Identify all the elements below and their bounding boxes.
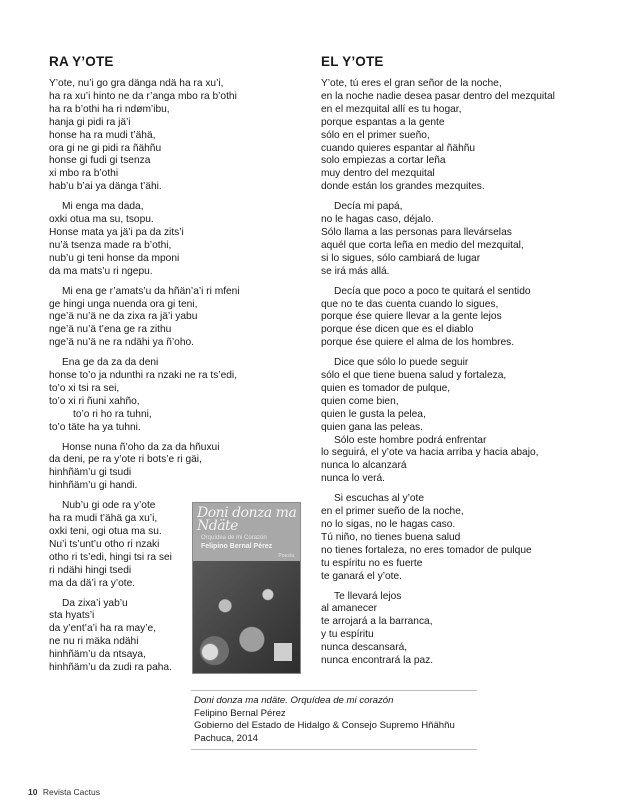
poem-line: Mi enga ma dada, [62, 201, 144, 213]
poem-title-hnahnu: RA Y’OTE [49, 54, 114, 69]
poem-line: Decía mi papá, [334, 201, 403, 213]
poem-line: que no te das cuenta cuando lo sigues, [321, 298, 499, 310]
stanza [49, 286, 309, 351]
poem-line: to’o täte ha ya tuhni. [49, 421, 141, 433]
poem-line: ora gi ne gi pidi ra ñähñu [49, 142, 162, 154]
poem-line: porque espantas a la gente [321, 116, 445, 128]
seal-icon [201, 643, 219, 661]
poem-line: si lo sigues, sólo cambiará de lugar [321, 252, 481, 264]
poem-line: hinhñäm’u da ntsaya, [49, 649, 146, 661]
poem-line: Si escuchas al y’ote [334, 493, 425, 505]
poem-line: cuando quieres espantar al ñähñu [321, 142, 476, 154]
poem-line: honse gi fudi gi tsenza [49, 155, 151, 167]
poem-line: ha ra b’othi ha ri ndøm’ibu, [49, 103, 170, 115]
poem-line: da deni, pe ra y’ote ri bots’e ri gäi, [49, 454, 202, 466]
poem-line: Honse nuna ñ’oho da za da hñuxui [62, 441, 220, 453]
poem-line: honse to’o ja ndunthi ra nzaki ne ra ts’edi, [49, 370, 238, 382]
poem-line: da y’ent’a’i ha ra may’e, [49, 623, 157, 635]
poem-line: nu’ä tsenza made ra b’othi, [49, 239, 172, 251]
poem-line: nub’u gi teni honse da mponi [49, 252, 180, 264]
poem-line: lo seguirá, el y’ote va hacia arriba y hacia abajo, [321, 447, 539, 459]
stanza [321, 201, 611, 278]
book-cover-title: Doni donza ma Ndäte [197, 505, 297, 534]
poem-line: no tienes fortaleza, no eres tomador de pulque [321, 544, 532, 556]
poem-line: en el primer sueño de la noche, [321, 506, 464, 518]
poem-line: nge’ä nu’ä t’ena ge ra zithu [49, 324, 172, 336]
poem-line: aquél que corta leña en medio del mezquital, [321, 239, 524, 251]
poem-line: Te llevará lejos [334, 590, 402, 602]
book-cover-subtitle: Orquídea de mi Corazón [201, 535, 267, 541]
poem-line: porque ése dicen que es el diablo [321, 324, 474, 336]
poem-line: solo empiezas a cortar leña [321, 155, 446, 167]
poem-line: porque ése quiere el alma de los hombres. [321, 337, 515, 349]
poem-line: Sólo este hombre podrá enfrentar [334, 434, 487, 446]
page-footer [28, 787, 100, 797]
poem-line: Da zixa’i yab’u [62, 597, 128, 609]
poem-line: hinhñäm’u da zudi ra paha. [49, 662, 172, 674]
credit-author: Felipino Bernal Pérez [194, 707, 286, 719]
stanza [321, 286, 611, 351]
credit-title: Doni donza ma ndäte. Orquídea de mi corazón [194, 695, 394, 706]
poem-line: honse ha ra mudi t’ähä, [49, 129, 156, 141]
poem-line: Mi ena ge r’amats’u da hñän’a’i ri mfeni [62, 285, 240, 297]
poem-line: sólo el que tiene buena salud y fortaleza, [321, 370, 507, 382]
stanza [321, 357, 611, 486]
poem-line: hab’u b’ai ya dänga t’ähi. [49, 181, 162, 193]
poem-line: quien gana las peleas. [321, 421, 423, 433]
poem-line: Nu’i ts’unt’u otho ri nzaki [49, 538, 160, 550]
stanza [321, 493, 611, 583]
poem-line: tu espíritu no es fuerte [321, 557, 423, 569]
poem-line: nunca encontrará la paz. [321, 655, 434, 667]
poem-line: Ena ge da za da deni [62, 357, 159, 369]
magazine-name: Revista Cactus [42, 787, 101, 797]
poem-line: quien es tomador de pulque, [321, 382, 451, 394]
poem-line: Nub’u gi ode ra y’ote [62, 500, 156, 512]
poem-line: nunca descansará, [321, 642, 408, 654]
poem-line: hinhñäm’u gi tsudi [49, 467, 132, 479]
book-cover-genre: Poesía [278, 553, 294, 559]
credit-publisher: Gobierno del Estado de Hidalgo & Consejo Supremo Hñähñu [194, 720, 455, 732]
book-cover-image [193, 503, 300, 673]
poem-body-spanish [321, 78, 611, 668]
poem-line: Dice que sólo lo puede seguir [334, 357, 469, 369]
poem-line: en la noche nadie desea pasar dentro del mezquital [321, 90, 555, 102]
poem-line: da ma mats’u ri ngepu. [49, 265, 153, 277]
poem-line: nunca lo alcanzará [321, 460, 407, 472]
poem-line: oxki otua ma su, tsopu. [49, 214, 154, 226]
poem-line: sta hyats’i [49, 610, 95, 622]
book-credit [191, 690, 477, 750]
poem-line: te arrojará a la barranca, [321, 616, 433, 628]
poem-line: se irá más allá. [321, 265, 390, 277]
poem-line: nunca lo verá. [321, 473, 385, 485]
poem-line: Sólo llama a las personas para llevárselas [321, 226, 512, 238]
stanza [49, 78, 309, 194]
poem-line: quien le gusta la pelea, [321, 408, 426, 420]
book-cover-author: Felipino Bernal Pérez [201, 543, 273, 550]
poem-line: sólo en el primer sueño, [321, 129, 430, 141]
poem-line: to’o ri ho ra tuhni, [73, 408, 152, 420]
poem-line: hinhñäm’u gi handi. [49, 480, 138, 492]
poem-line: porque ése quiere llevar a la gente lejos [321, 311, 502, 323]
poem-line: y tu espíritu [321, 629, 374, 641]
poem-line: nge’ä nu’ä ne da zixa ra jä’i yabu [49, 311, 198, 323]
stanza [321, 78, 611, 194]
poem-line: no lo sigas, no le hagas caso. [321, 519, 456, 530]
poem-line: Y’ote, nu’i go gra dänga ndä ha ra xu’i, [49, 78, 224, 89]
poem-line: ha ra xu’i hinto ne da r’anga mbo ra b’othi [49, 90, 237, 102]
poem-line: en el mezquital allí es tu hogar, [321, 103, 462, 115]
poem-line: donde están los grandes mezquites. [321, 181, 485, 193]
poem-line: to’o xi ri ñuni xahño, [49, 395, 140, 407]
poem-line: to’o xi tsi ra sei, [49, 382, 120, 394]
poem-line: Decía que poco a poco te quitará el sentido [334, 285, 531, 297]
poem-line: ge hingi unga nuenda ora gi teni, [49, 298, 198, 310]
stanza [49, 357, 309, 434]
stanza [49, 201, 309, 278]
poem-line: Honse mata ya jä’i pa da zits’i [49, 226, 184, 238]
poem-line: Y’ote, tú eres el gran señor de la noche, [321, 78, 502, 89]
poem-line: xi mbo ra b’othi [49, 168, 119, 180]
poem-line: al amanecer [321, 603, 378, 615]
poem-line: ri ndähi hingi tsedi [49, 564, 132, 576]
stanza [49, 442, 309, 494]
stanza [321, 591, 611, 668]
poem-title-spanish: EL Y’OTE [321, 54, 384, 69]
poem-line: nge’ä nu’ä ne ra ndähi ya ñ’oho. [49, 337, 195, 349]
publisher-logo-icon [274, 643, 292, 661]
poem-line: oxki teni, ogi otua ma su. [49, 526, 162, 537]
poem-line: Tú niño, no tienes buena salud [321, 531, 461, 543]
poem-line: no le hagas caso, déjalo. [321, 214, 434, 226]
poem-line: hanja gi pidi ra jä’i [49, 116, 131, 128]
poem-line: ha ra mudi t’ähä ga xu’i, [49, 513, 158, 525]
page-number: 10 [28, 787, 38, 797]
poem-line: ma da dä’i ra y’ote. [49, 577, 136, 589]
poem-line: ne nu ri mäka ndähi [49, 636, 139, 648]
poem-line: te ganará el y’ote. [321, 570, 402, 582]
credit-place-year: Pachuca, 2014 [194, 732, 259, 744]
poem-spanish [321, 54, 611, 675]
poem-line: quien come bien, [321, 395, 399, 407]
poem-line: otho ri ts’edi, hingi tsi ra sei [49, 551, 172, 563]
poem-line: muy dentro del mezquital [321, 168, 435, 180]
